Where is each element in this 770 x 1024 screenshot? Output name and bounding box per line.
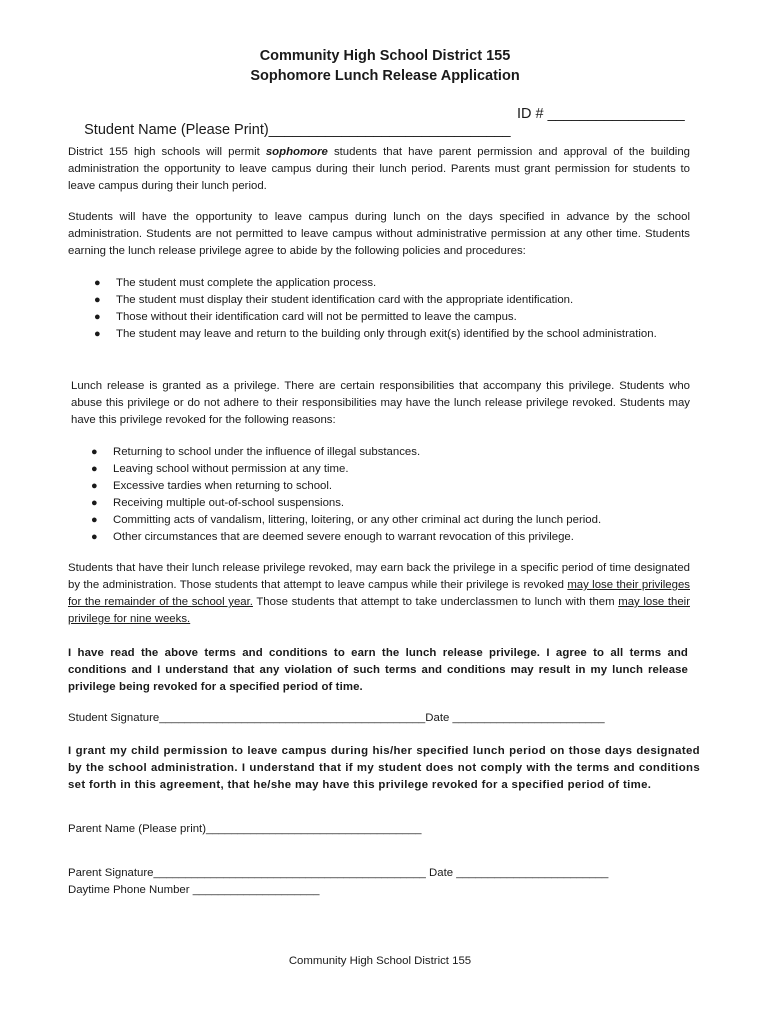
bullet-icon: ●: [91, 497, 98, 509]
sophomore-emphasis: sophomore: [265, 146, 328, 158]
form-title: Sophomore Lunch Release Application: [250, 68, 520, 84]
bullet-icon: ●: [91, 463, 98, 475]
daytime-phone-field[interactable]: Daytime Phone Number ____________________: [68, 884, 320, 896]
page-footer: Community High School District 155: [288, 955, 472, 967]
list-item: [94, 326, 690, 343]
intro-paragraph: [68, 144, 690, 195]
bullet-icon: ●: [91, 446, 98, 458]
revoked-underline-2: may lose their privilege for nine weeks.: [68, 596, 690, 625]
bullet-icon: ●: [94, 328, 101, 340]
list-item: [94, 309, 690, 326]
list-item: [94, 292, 690, 309]
list-item-text: Returning to school under the influence of illegal substances.: [113, 446, 421, 458]
revoked-underline-1: may lose their privileges for the remainder of the school year.: [68, 579, 690, 608]
policies-list: [94, 275, 690, 343]
privilege-paragraph: Lunch release is granted as a privilege. There are certain responsibilities that accompany this privilege. Students who abuse this privilege or do not adhere to their responsibilities may have the lunch release privilege revoked. Students may have this privilege revoked for the following reasons:: [71, 380, 690, 426]
list-item: [91, 478, 690, 495]
parent-name-field[interactable]: Parent Name (Please print)__________________________________: [68, 823, 422, 835]
bullet-icon: ●: [91, 480, 98, 492]
list-item: [91, 512, 690, 529]
revoked-text-1: Students that have their lunch release privilege revoked, may earn back the privilege in a specific period of time designated by the administration. Those students that attempt to leave campus while their privilege is revoked: [68, 562, 690, 591]
bullet-icon: ●: [94, 311, 101, 323]
bullet-icon: ●: [94, 277, 101, 289]
student-name-label: Student Name (Please Print)______________________________: [84, 122, 511, 138]
student-signature-field[interactable]: Student Signature__________________________________________Date ________________________: [68, 712, 605, 724]
parent-signature-field[interactable]: Parent Signature___________________________________________ Date ________________________: [68, 867, 609, 879]
district-title: Community High School District 155: [259, 48, 511, 64]
parent-agreement: I grant my child permission to leave campus during his/her specified lunch period on those days designated by the school administration. I understand that if my student does not comply with the terms and conditions set forth in this agreement, that he/she may have this privilege revoked for a specified period of time.: [68, 745, 700, 791]
list-item: [91, 495, 690, 512]
list-item-text: Other circumstances that are deemed severe enough to warrant revocation of this privilege.: [113, 531, 574, 543]
list-item-text: The student must complete the application process.: [116, 277, 377, 289]
list-item: [94, 275, 690, 292]
revoked-text-2: Those students that attempt to take underclassmen to lunch with them: [252, 596, 619, 608]
bullet-icon: ●: [94, 294, 101, 306]
list-item-text: Those without their identification card will not be permitted to leave the campus.: [116, 311, 517, 323]
intro-text-1: District 155 high schools will permit: [68, 146, 266, 158]
list-item: [91, 461, 690, 478]
revocation-reasons-list: [91, 444, 690, 546]
list-item: [91, 444, 690, 461]
student-id-field[interactable]: ID # _________________: [517, 106, 685, 122]
list-item-text: The student may leave and return to the building only through exit(s) identified by the school administration.: [116, 328, 657, 340]
opportunity-paragraph: Students will have the opportunity to leave campus during lunch on the days specified in advance by the school administration. Students are not permitted to leave campus without administrative permission at any other time. Students earning the lunch release privilege agree to abide by the following policies and procedures:: [68, 211, 690, 257]
bullet-icon: ●: [91, 531, 98, 543]
list-item-text: Leaving school without permission at any time.: [113, 463, 349, 475]
list-item-text: Receiving multiple out-of-school suspensions.: [113, 497, 345, 509]
list-item-text: Committing acts of vandalism, littering, loitering, or any other criminal act during the lunch period.: [113, 514, 602, 526]
bullet-icon: ●: [91, 514, 98, 526]
list-item-text: Excessive tardies when returning to school.: [113, 480, 333, 492]
intro-text-2: students that have parent permission and approval of the building administration the opportunity to leave campus during their lunch period. Parents must grant permission for students to leave campus during their lunch period.: [68, 146, 690, 192]
list-item-text: The student must display their student identification card with the appropriate identification.: [116, 294, 574, 306]
revoked-paragraph: [68, 560, 690, 628]
student-agreement: I have read the above terms and conditions to earn the lunch release privilege. I agree to all terms and conditions and I understand that any violation of such terms and conditions may result in my lunch release privilege being revoked for a specified period of time.: [68, 647, 688, 693]
list-item: [91, 529, 690, 546]
